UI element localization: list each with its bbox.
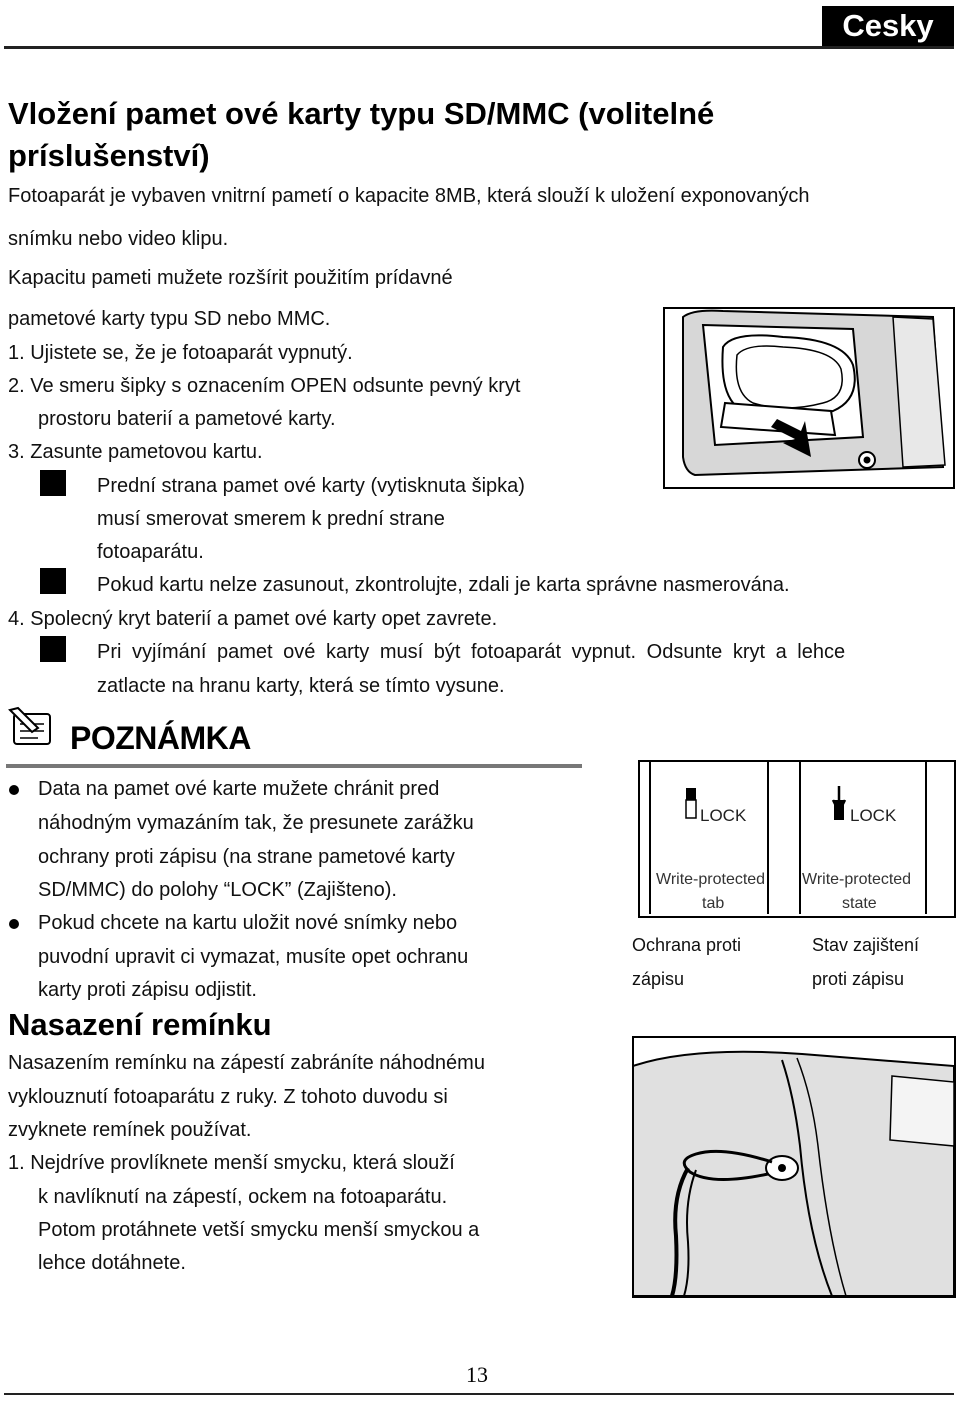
bullet-card-remove-cont: zatlacte na hranu karty, která se tímto vysune.	[97, 675, 505, 697]
bullet-square-icon	[40, 470, 66, 496]
note-pencil-icon	[8, 706, 56, 750]
page-number: 13	[466, 1362, 488, 1387]
note-bullet-unlock-cont: karty proti zápisu odjistit.	[38, 979, 257, 1001]
intro-paragraph-line: Fotoaparát je vybaven vnitrní pametí o kapacite 8MB, která slouží k uložení exponovaných	[8, 185, 810, 207]
footer-rule	[4, 1393, 954, 1395]
strap-paragraph-line: zvyknete remínek používat.	[8, 1119, 252, 1141]
step-3: 3. Zasunte pametovou kartu.	[8, 441, 263, 463]
note-bullet-lock-cont: náhodným vymazáním tak, že presunete zarážku	[38, 812, 474, 834]
note-bullet-lock-cont: ochrany proti zápisu (na strane pametové karty	[38, 846, 455, 868]
bullet-card-insert: Pokud kartu nelze zasunout, zkontrolujte, zdali je karta správne nasmerována.	[97, 574, 790, 596]
bullet-square-icon	[40, 568, 66, 594]
step-2-cont: prostoru baterií a pametové karty.	[38, 408, 336, 430]
capacity-paragraph-line: pametové karty typu SD nebo MMC.	[8, 308, 331, 330]
camera-strap-illustration	[632, 1036, 956, 1298]
right-write-protected-label: Write-protected	[802, 871, 912, 888]
step-1: 1. Ujistete se, že je fotoaparát vypnutý.	[8, 342, 353, 364]
note-divider	[6, 764, 582, 768]
bullet-dot-icon	[9, 919, 19, 929]
left-write-protected-label: Write-protected	[656, 871, 766, 888]
strap-paragraph-line: vyklouznutí fotoaparátu z ruky. Z tohoto duvodu si	[8, 1086, 448, 1108]
note-bullet-unlock-cont: puvodní upravit ci vymazat, musíte opet ochranu	[38, 946, 469, 968]
caption-write-protect-cont: zápisu	[632, 969, 685, 989]
section-title-memory-card-cont: príslušenství)	[8, 138, 210, 173]
bullet-dot-icon	[9, 785, 19, 795]
strap-step-1: 1. Nejdríve provlíknete menší smycku, která slouží	[8, 1152, 455, 1174]
left-tab-label: tab	[702, 895, 725, 912]
caption-lock-state-cont: proti zápisu	[812, 969, 905, 989]
header-rule	[4, 46, 954, 49]
left-lock-label: LOCK	[700, 806, 747, 825]
intro-paragraph-line: snímku nebo video klipu.	[8, 228, 229, 250]
note-bullet-lock-cont: SD/MMC) do polohy “LOCK” (Zajišteno).	[38, 879, 397, 901]
strap-paragraph-line: Nasazením remínku na zápestí zabráníte náhodnému	[8, 1052, 485, 1074]
right-lock-label: LOCK	[850, 806, 897, 825]
section-title-memory-card: Vložení pamet ové karty typu SD/MMC (volitelné	[8, 96, 715, 131]
bullet-card-direction: Prední strana pamet ové karty (vytisknuta šipka)	[97, 475, 525, 497]
note-bullet-lock: Data na pamet ové karte mužete chránit pred	[38, 778, 440, 800]
strap-step-1-cont: k navlíknutí na zápestí, ockem na fotoaparátu.	[38, 1186, 448, 1208]
capacity-paragraph-line: Kapacitu pameti mužete rozšírit použitím prídavné	[8, 267, 453, 289]
section-title-strap: Nasazení remínku	[8, 1007, 272, 1042]
note-bullet-unlock: Pokud chcete na kartu uložit nové snímky nebo	[38, 912, 458, 934]
strap-step-1-cont: lehce dotáhnete.	[38, 1252, 186, 1274]
bullet-card-remove: Pri vyjímání pamet ové karty musí být fotoaparát vypnut. Odsunte kryt a lehce	[97, 641, 846, 663]
strap-step-1-cont: Potom protáhnete vetší smycku menší smyckou a	[38, 1219, 480, 1241]
bullet-card-direction-cont: fotoaparátu.	[97, 541, 204, 563]
step-2: 2. Ve smeru šipky s oznacením OPEN odsunte pevný kryt	[8, 375, 521, 397]
caption-lock-state: Stav zajištení	[812, 935, 920, 955]
note-title: POZNÁMKA	[70, 720, 251, 756]
step-4: 4. Spolecný kryt baterií a pamet ové karty opet zavrete.	[8, 608, 498, 630]
write-protect-figure	[638, 760, 956, 918]
bullet-square-icon	[40, 636, 66, 662]
caption-write-protect: Ochrana proti	[632, 935, 742, 955]
language-badge: Cesky	[822, 6, 954, 46]
right-state-label: state	[842, 895, 877, 912]
bullet-card-direction-cont: musí smerovat smerem k prední strane	[97, 508, 445, 530]
camera-card-slot-illustration	[663, 307, 955, 489]
